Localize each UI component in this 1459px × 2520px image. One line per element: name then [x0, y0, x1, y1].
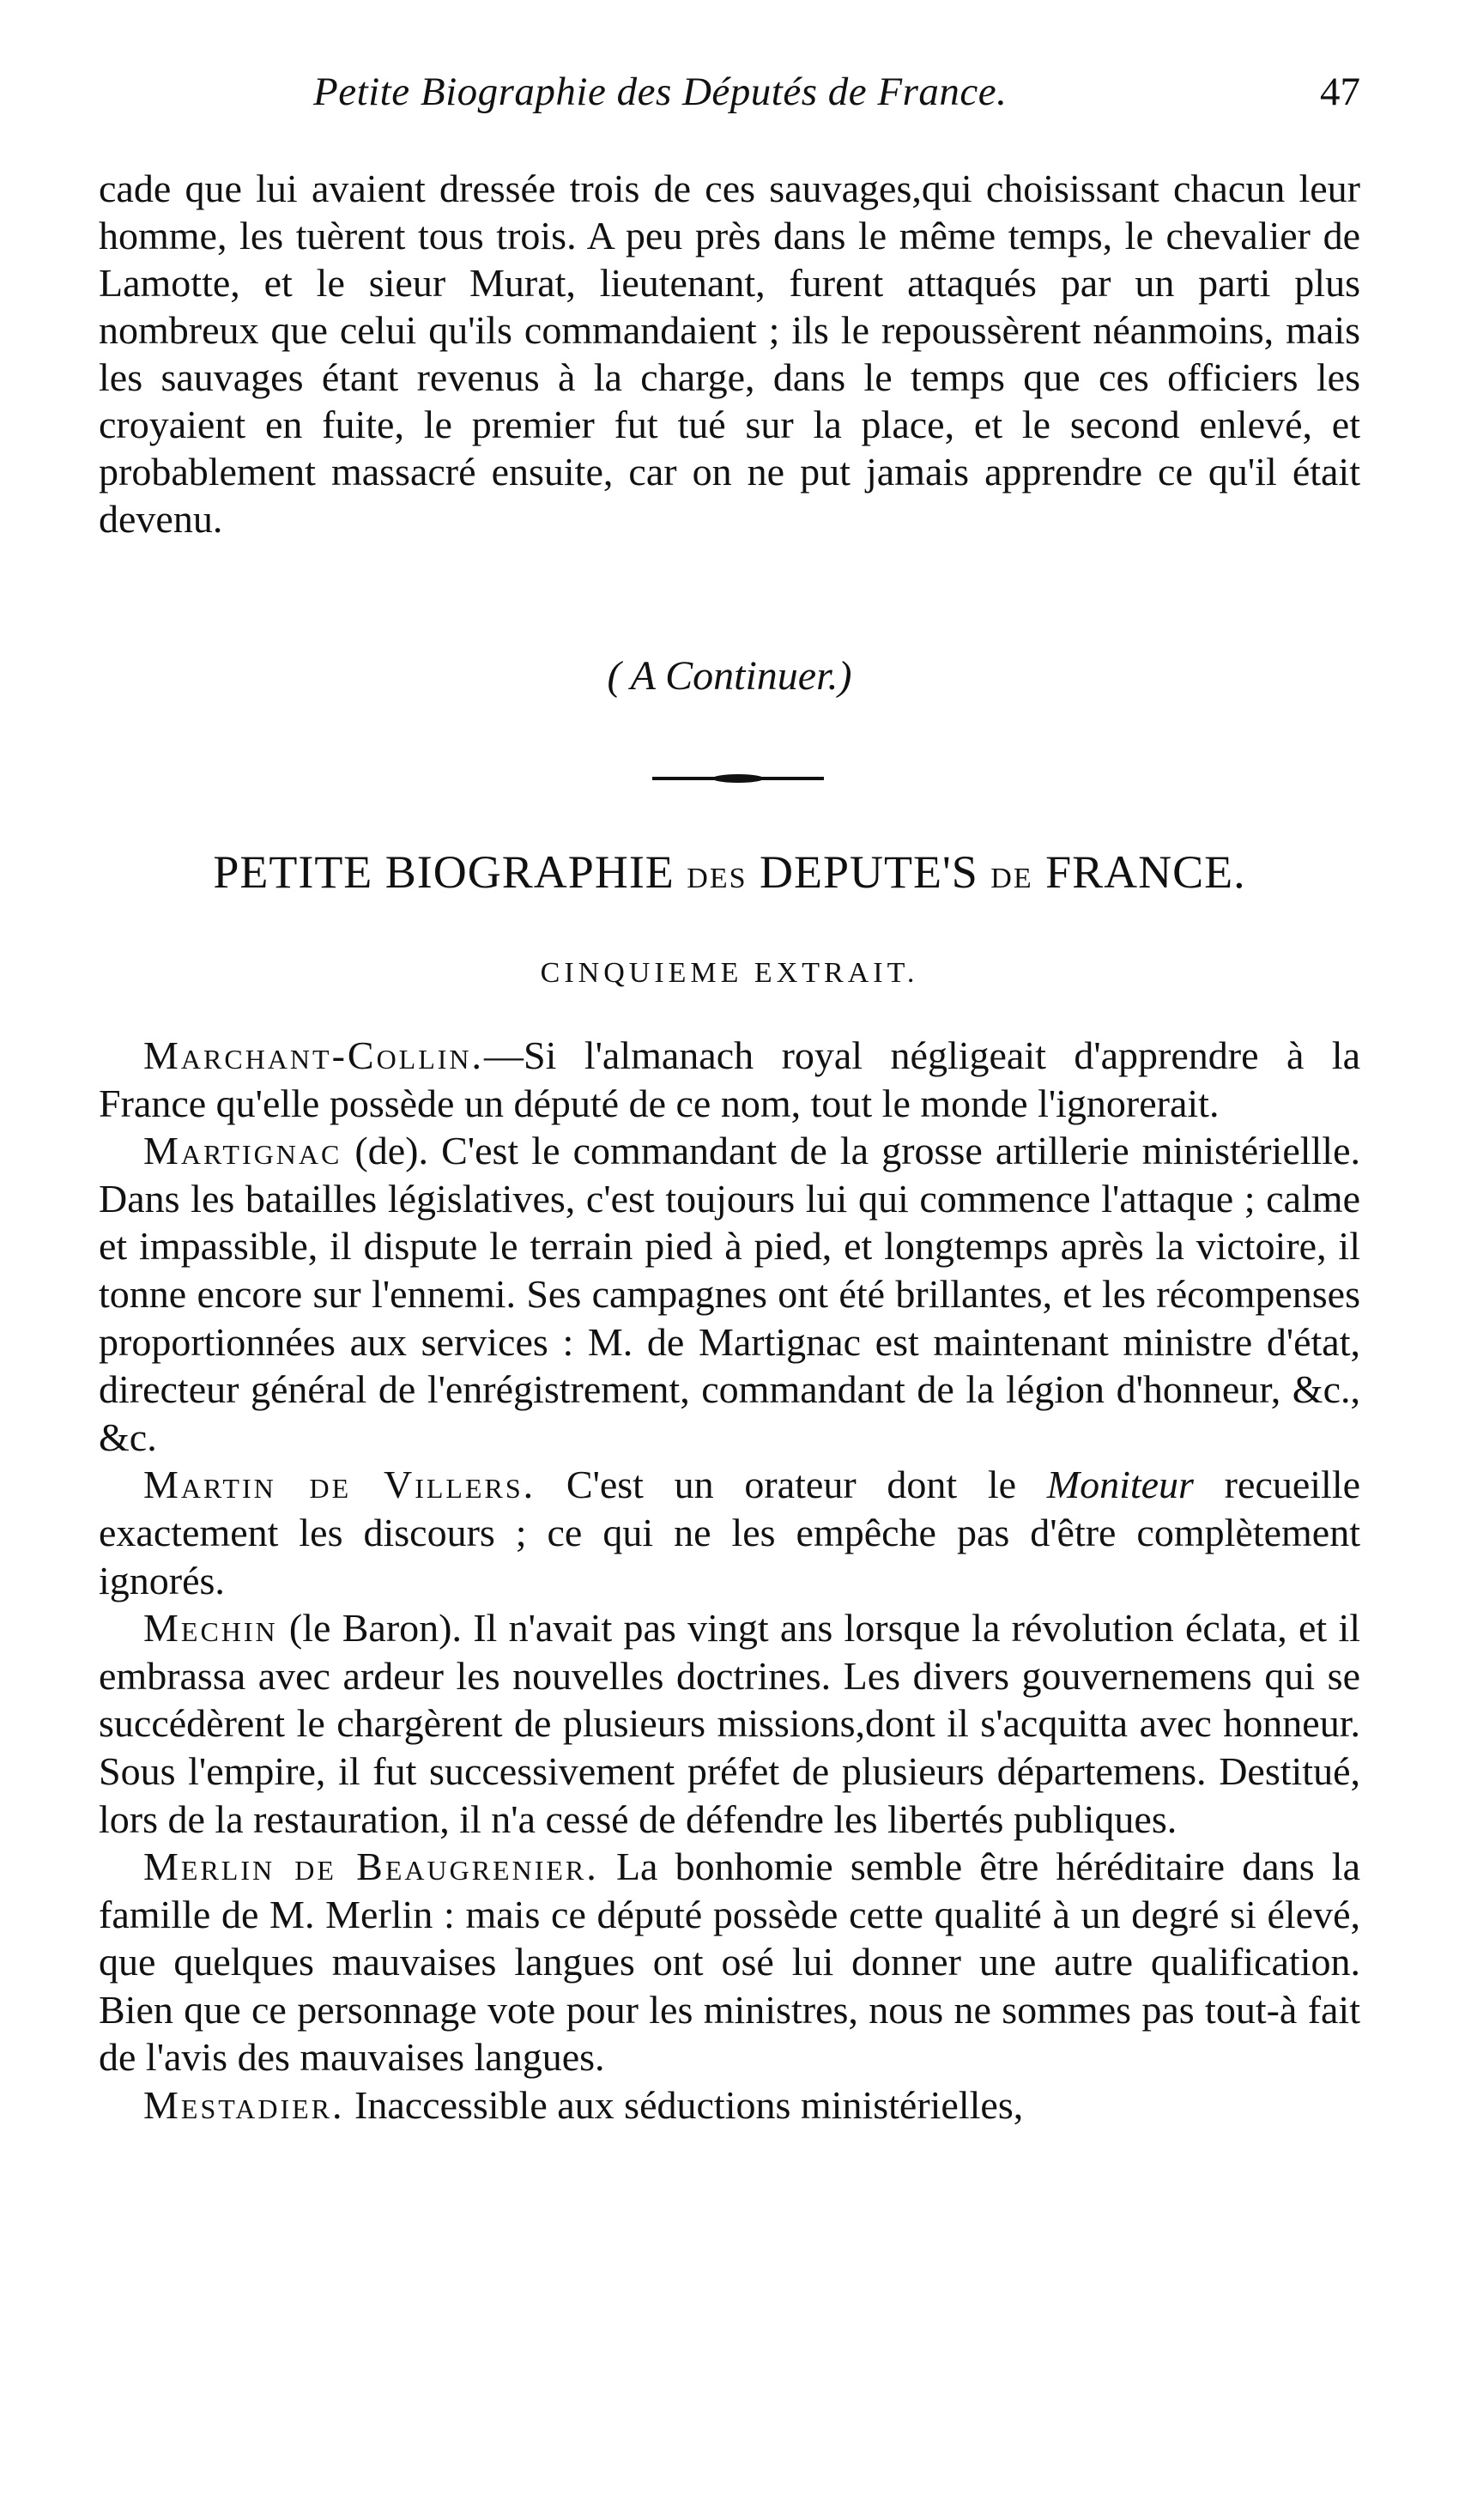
section-title-part: FRANCE.	[1045, 846, 1246, 898]
to-be-continued-note: ( A Continuer.)	[607, 653, 852, 699]
entry-text: La bonhomie semble être héréditaire dans la famille de M. Merlin : mais ce député possède cette qualité à un degré si élevé, que quelques mauvaises langues ont osé lui donner une autre qualification. Bien que ce personnage vote pour les ministres, nous ne sommes pas tout-à fait de l'avis des mauvaises langues.	[99, 1845, 1360, 2080]
section-title	[99, 845, 1360, 899]
entry-text: (de). C'est le commandant de la grosse artillerie ministériellle. Dans les batailles législatives, c'est toujours lui qui commence l'attaque ; calme et impassible, il dispute le terrain pied à pied, et longtemps après la victoire, il tonne encore sur l'ennemi. Ses campagnes ont été brillantes, et les récompenses proportionnées aux services : M. de Martignac est maintenant ministre d'état, directeur général de l'enrégistrement, commandant de la légion d'honneur, &c., &c.	[99, 1129, 1360, 1459]
deputy-name: Mestadier.	[143, 2083, 345, 2128]
section-title-small: DES	[687, 863, 748, 894]
running-title: Petite Biographie des Députés de France.	[313, 70, 1008, 114]
deputy-name: Merlin de Beaugrenier.	[143, 1845, 599, 1889]
section-subtitle: CINQUIEME EXTRAIT.	[540, 957, 919, 989]
entry-italic-title: Moniteur	[1046, 1463, 1194, 1507]
biography-entry	[99, 1843, 1360, 2081]
section-title-small: DE	[990, 863, 1033, 894]
section-title-part: DEPUTE'S	[760, 846, 978, 898]
biography-entry	[99, 1127, 1360, 1461]
entry-text: recueille exactement les discours ; ce qui ne les empêche pas d'être complètement ignorés.	[99, 1463, 1361, 1602]
page-number: 47	[1320, 70, 1360, 114]
deputy-name: Martignac	[143, 1129, 342, 1173]
continuation-paragraph: cade que lui avaient dressée trois de ces sauvages,qui choisissant chacun leur homme, les tuèrent tous trois. A peu près dans le même temps, le chevalier de Lamotte, et le sieur Murat, lieutenant, furent attaqués par un parti plus nombreux que celui qu'ils commandaient ; ils le repoussèrent néanmoins, mais les sauvages étant revenus à la charge, dans le temps que ces officiers les croyaient en fuite, le premier fut tué sur la place, et le second enlevé, et probablement massacré ensuite, car on ne put jamais apprendre ce qu'il était devenu.	[99, 167, 1360, 541]
entry-text: C'est un orateur dont le	[536, 1463, 1047, 1507]
section-divider-ornament	[652, 777, 824, 780]
biography-entries	[99, 1032, 1360, 2129]
deputy-name: Mechin	[143, 1606, 278, 1651]
entry-text: Inaccessible aux séductions ministérielles,	[344, 2083, 1024, 2128]
section-title-part: PETITE BIOGRAPHIE	[213, 846, 675, 898]
biography-entry	[99, 2081, 1360, 2129]
entry-text: —Si l'almanach royal négligeait d'apprendre à la France qu'elle possède un député de ce nom, tout le monde l'ignorerait.	[99, 1033, 1360, 1125]
entry-text: (le Baron). Il n'avait pas vingt ans lorsque la révolution éclata, et il embrassa avec ardeur les nouvelles doctrines. Les divers gouvernemens qui se succédèrent le chargèrent de plusieurs missions,dont il s'acquitta avec honneur. Sous l'empire, il fut successivement préfet de plusieurs départemens. Destitué, lors de la restauration, il n'a cessé de défendre les libertés publiques.	[99, 1606, 1360, 1841]
biography-entry	[99, 1032, 1360, 1127]
running-head	[99, 69, 1360, 129]
deputy-name: Marchant-Collin.	[143, 1033, 485, 1077]
biography-entry	[99, 1604, 1360, 1843]
deputy-name: Martin de Villers.	[143, 1463, 536, 1507]
biography-entry	[99, 1461, 1360, 1604]
